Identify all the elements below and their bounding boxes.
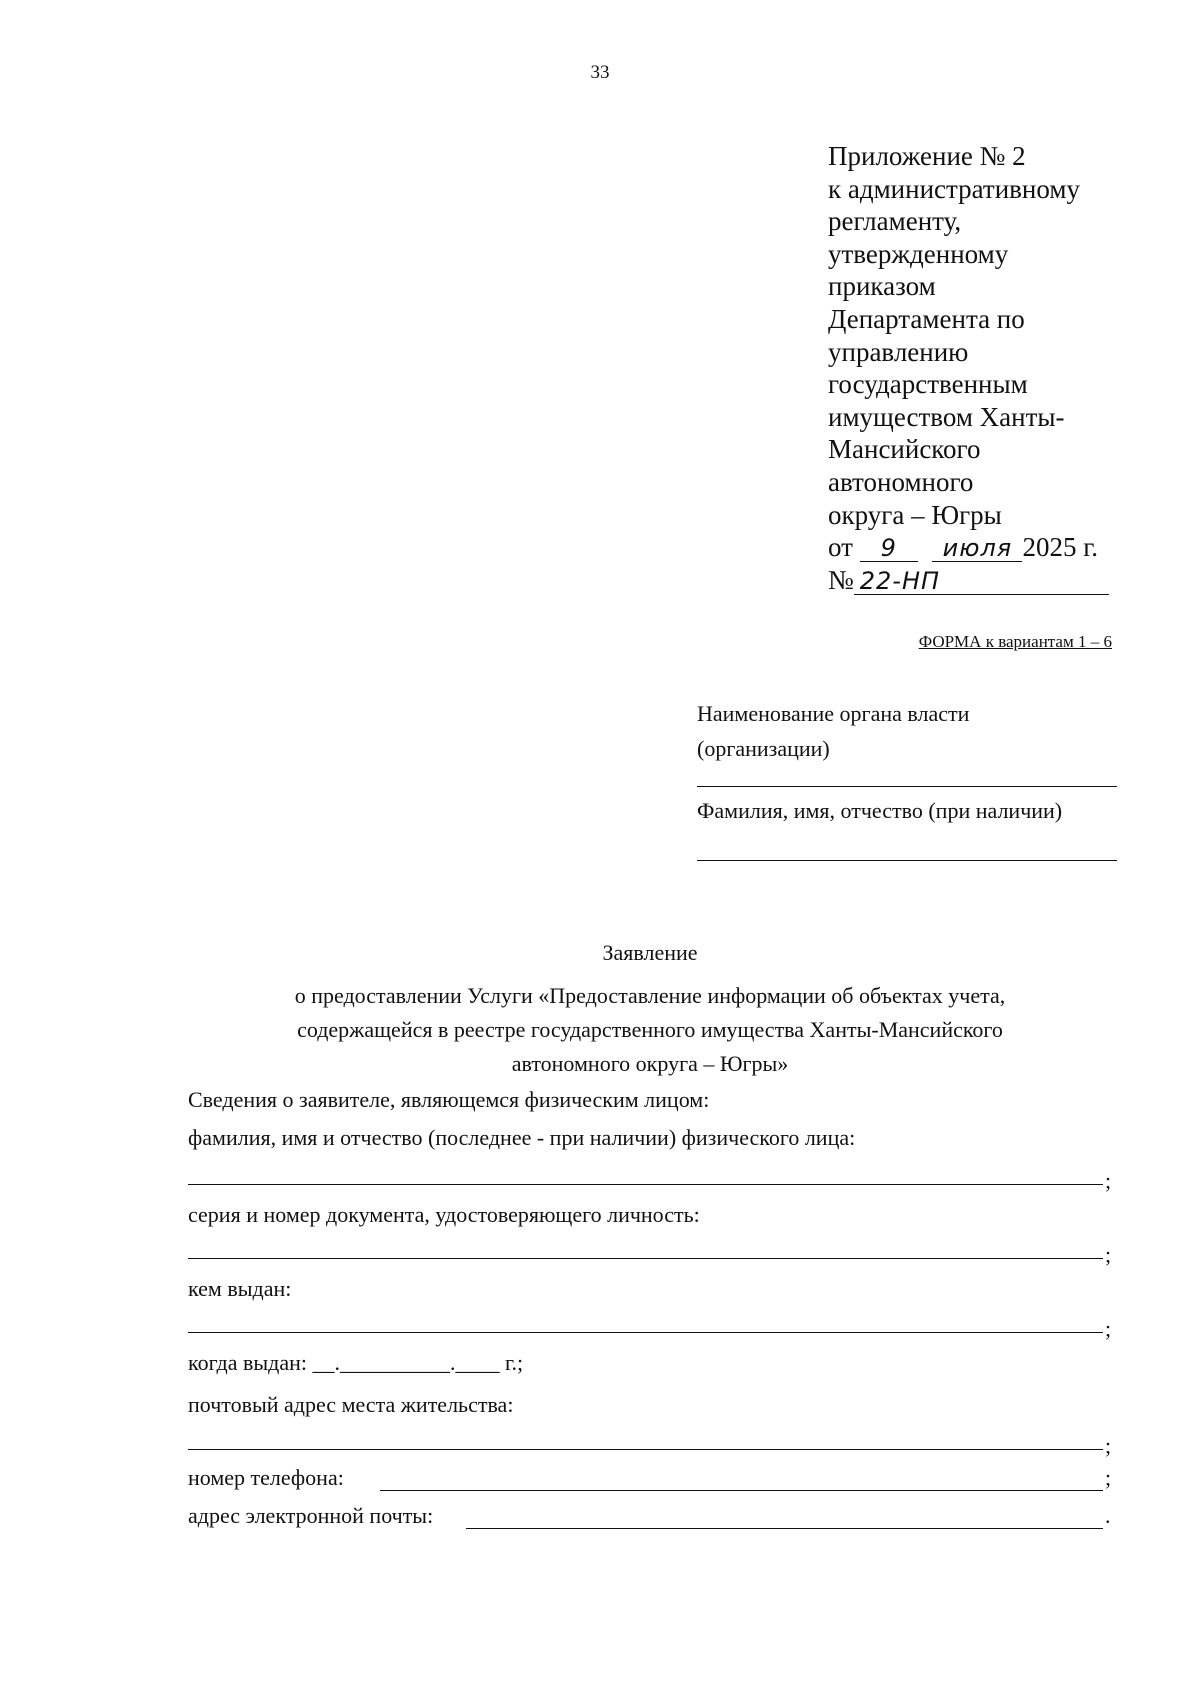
phone-label: номер телефона: <box>188 1465 344 1490</box>
document-field-label: серия и номер документа, удостоверяющего личность: <box>188 1202 700 1227</box>
statement-title: Заявление <box>602 940 698 965</box>
appendix-line: к административному <box>828 173 1080 204</box>
authority-label-line2: (организации) <box>697 736 830 761</box>
appendix-line: управлению <box>828 336 969 367</box>
date-day-handwritten: 9 <box>860 535 918 562</box>
email-fill-line[interactable] <box>466 1528 1103 1529</box>
appendix-block <box>828 140 1128 596</box>
form-variant-label: ФОРМА к вариантам 1 – 6 <box>918 632 1112 651</box>
document-fill-line[interactable] <box>188 1258 1103 1259</box>
order-number-line <box>828 564 1128 597</box>
phone-fill-line[interactable] <box>380 1490 1103 1491</box>
authority-fill-line[interactable] <box>697 786 1117 787</box>
email-label: адрес электронной почты: <box>188 1503 434 1528</box>
fio-field-label: фамилия, имя и отчество (последнее - при наличии) физического лица: <box>188 1125 856 1150</box>
date-month-handwritten: июля <box>932 535 1022 562</box>
statement-subtitle-line3: автономного округа – Югры» <box>511 1051 789 1076</box>
date-prefix: от <box>828 532 853 563</box>
fio-fill-line[interactable] <box>697 860 1117 861</box>
addressee-block <box>697 696 1117 861</box>
date-year: 2025 г. <box>1022 532 1098 563</box>
semicolon: ; <box>1105 1316 1112 1341</box>
semicolon: ; <box>1105 1242 1112 1267</box>
appendix-line: Мансийского <box>828 434 981 465</box>
appendix-line: автономного <box>828 466 974 497</box>
applicant-heading: Сведения о заявителе, являющемся физическим лицом: <box>188 1087 710 1112</box>
postal-address-fill-line[interactable] <box>188 1449 1103 1450</box>
semicolon: ; <box>1105 1168 1112 1193</box>
fio-label: Фамилия, имя, отчество (при наличии) <box>697 798 1063 823</box>
postal-address-label: почтовый адрес места жительства: <box>188 1392 514 1417</box>
appendix-line: регламенту, <box>828 206 962 237</box>
appendix-line: округа – Югры <box>828 499 1002 530</box>
fio-fill-line[interactable] <box>188 1184 1103 1185</box>
appendix-line: утвержденному <box>828 238 1009 269</box>
appendix-line: приказом <box>828 271 936 302</box>
appendix-line: Приложение № 2 <box>828 141 1026 171</box>
statement-subtitle-line2: содержащейся в реестре государственного имущества Ханты-Мансийского <box>297 1017 1003 1042</box>
issued-date-field[interactable]: когда выдан: __.__________.____ г.; <box>188 1350 524 1375</box>
appendix-line: имуществом Ханты- <box>828 401 1065 432</box>
issued-by-fill-line[interactable] <box>188 1332 1103 1333</box>
number-prefix: № <box>828 564 854 595</box>
order-date-line <box>828 531 1128 564</box>
period: . <box>1105 1503 1111 1528</box>
page-number: 33 <box>590 62 610 83</box>
issued-by-label: кем выдан: <box>188 1276 292 1301</box>
appendix-line: государственным <box>828 369 1028 400</box>
statement-subtitle-line1: о предоставлении Услуги «Предоставление информации об объектах учета, <box>294 983 1006 1008</box>
order-number-handwritten: 22-НП <box>854 568 1109 595</box>
semicolon: ; <box>1105 1433 1112 1458</box>
appendix-line: Департамента по <box>828 303 1025 334</box>
semicolon: ; <box>1105 1465 1112 1490</box>
authority-label-line1: Наименование органа власти <box>697 701 970 726</box>
